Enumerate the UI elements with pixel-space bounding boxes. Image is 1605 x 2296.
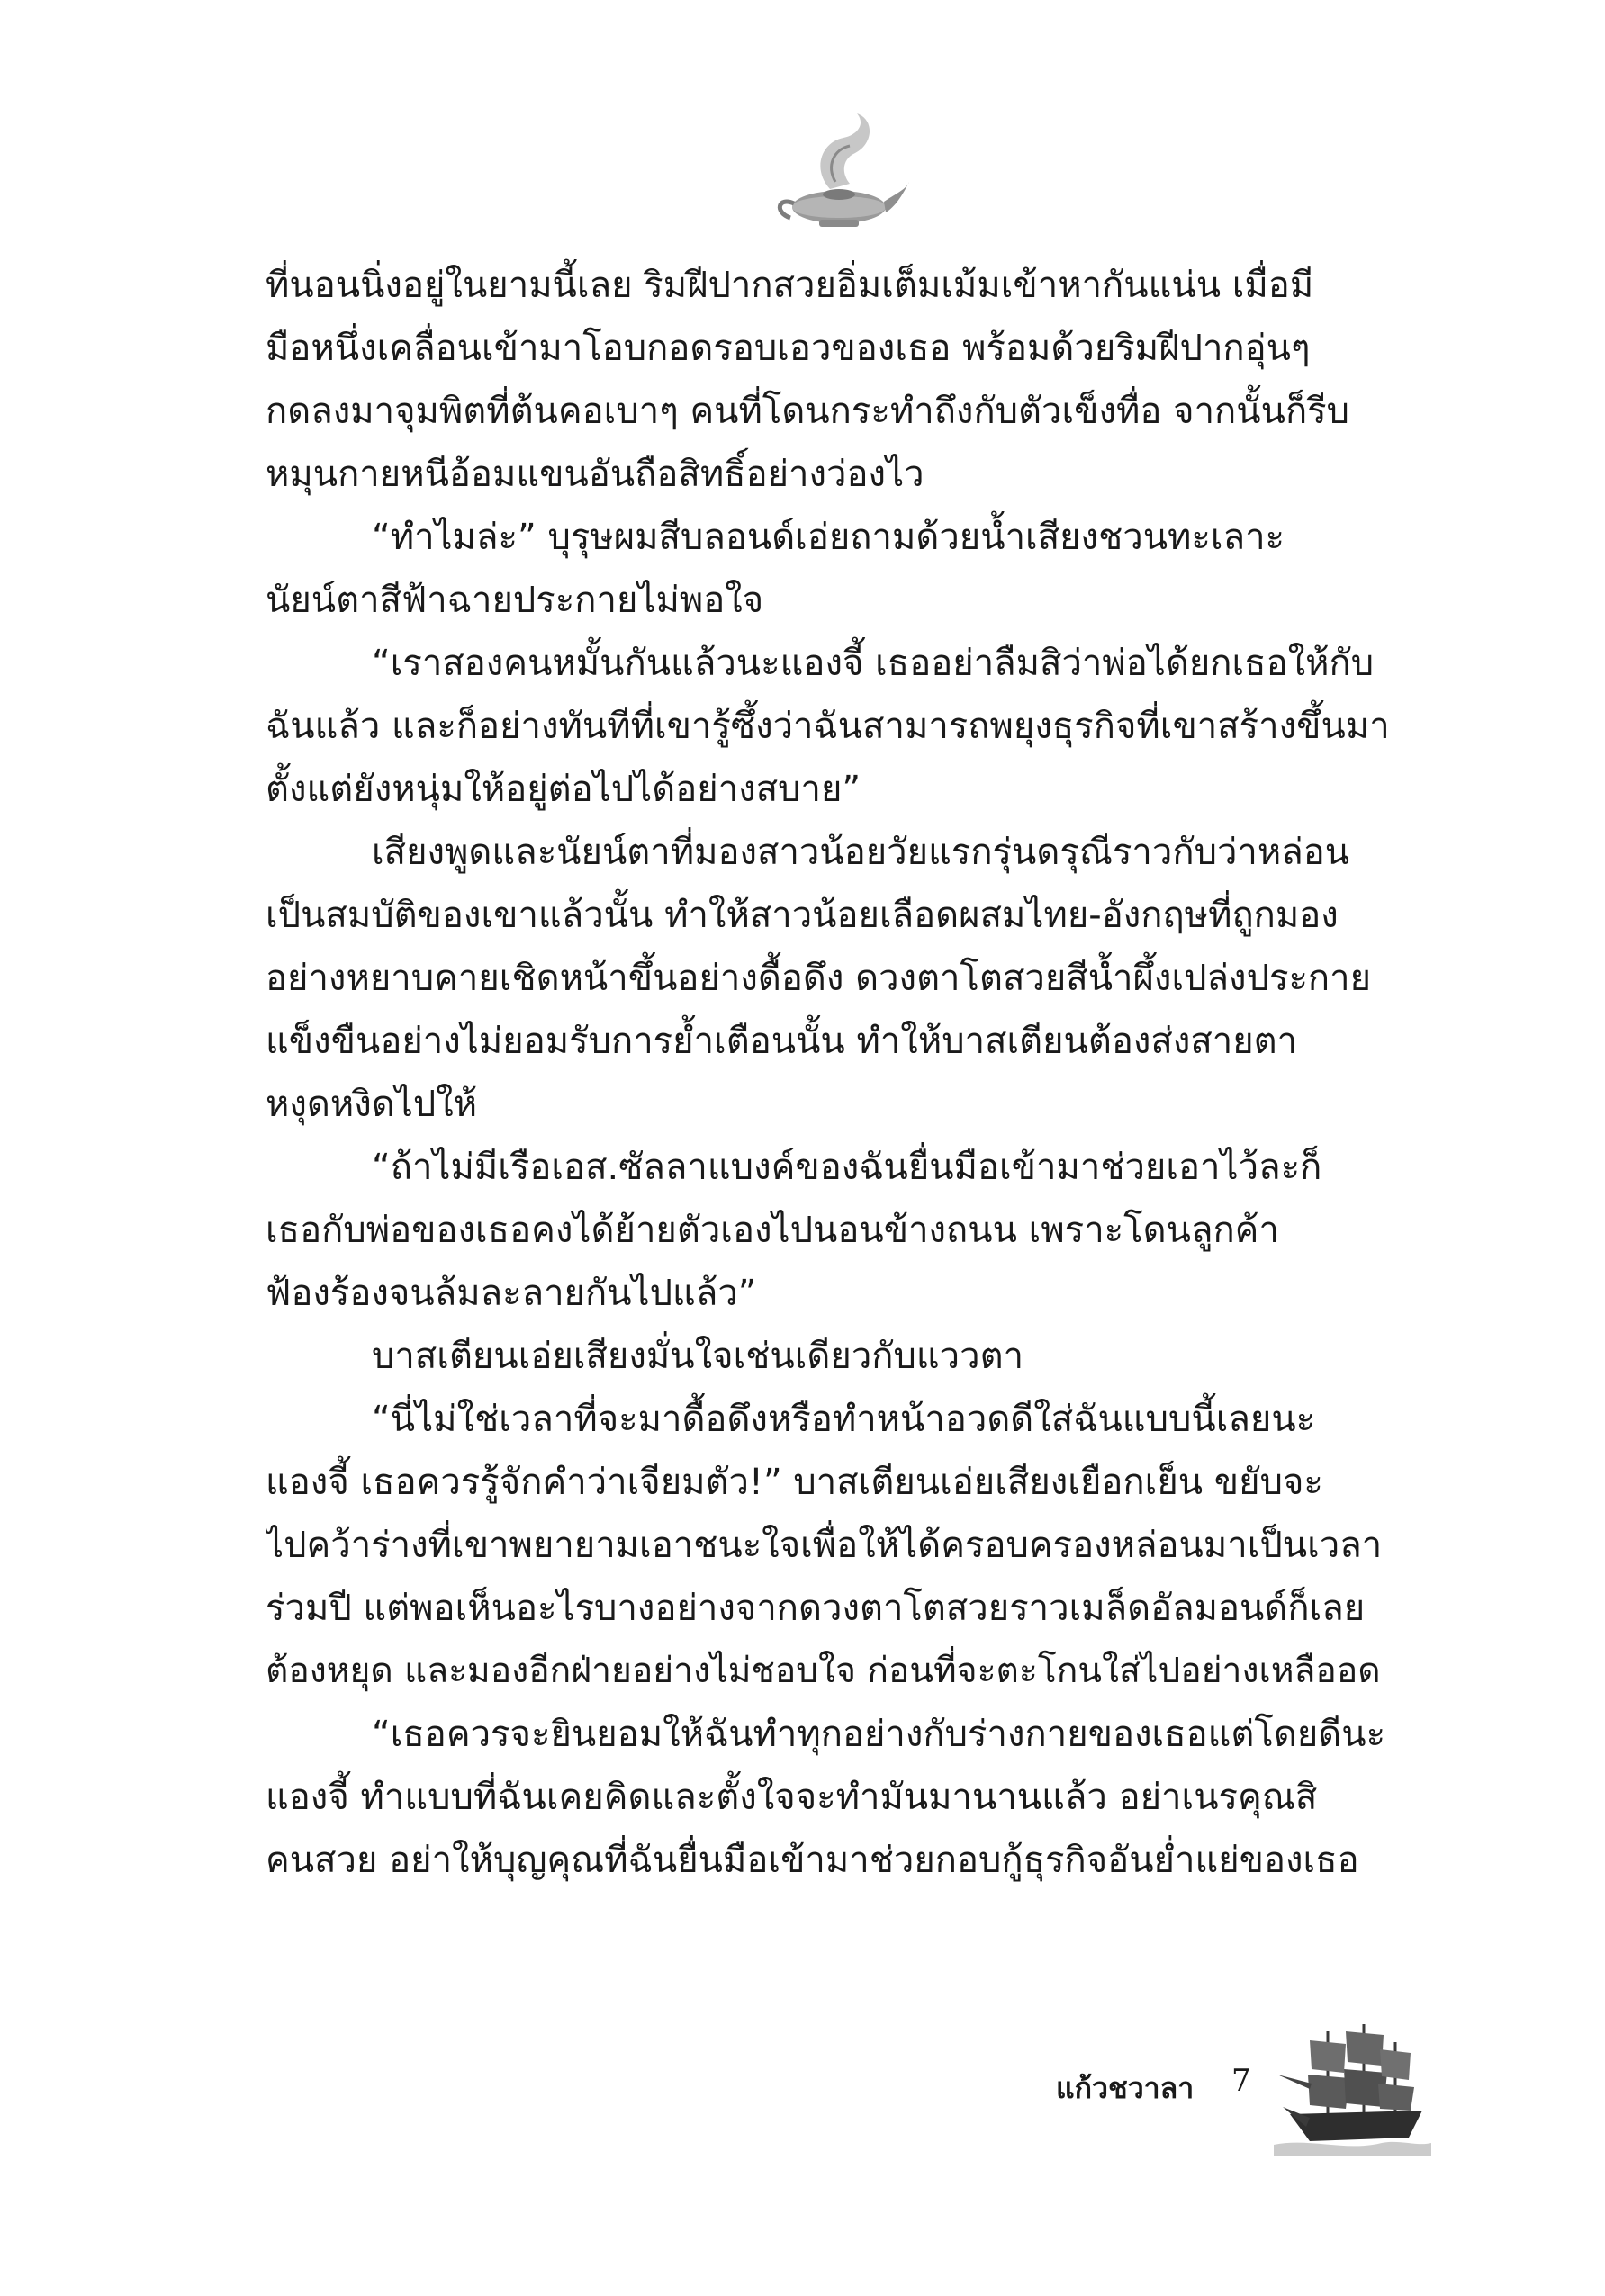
text-line: หมุนกายหนีอ้อมแขนอันถือสิทธิ์อย่างว่องไว [266, 454, 924, 495]
text-line: ฟ้องร้องจนล้มละลายกันไปแล้ว” [266, 1273, 757, 1314]
paragraph-8 [266, 1703, 1404, 1892]
text-line: ฉันแล้ว และก็อย่างทันทีที่เขารู้ซึ้งว่าฉันสามารถพยุงธุรกิจที่เขาสร้างขึ้นมา [266, 706, 1390, 747]
text-line: ร่วมปี แต่พอเห็นอะไรบางอย่างจากดวงตาโตสวยราวเมล็ดอัลมอนด์ก็เลย [266, 1588, 1366, 1629]
text-line: หงุดหงิดไปให้ [266, 1084, 478, 1125]
text-line: บาสเตียนเอ่ยเสียงมั่นใจเช่นเดียวกับแววตา [372, 1336, 1024, 1377]
text-line: แองจี้ ทำแบบที่ฉันเคยคิดและตั้งใจจะทำมันมานานแล้ว อย่าเนรคุณสิ [266, 1777, 1318, 1818]
paragraph-6 [266, 1325, 1404, 1388]
text-line: ตั้งแต่ยังหนุ่มให้อยู่ต่อไปได้อย่างสบาย” [266, 769, 861, 810]
text-line: เธอกับพ่อของเธอคงได้ย้ายตัวเองไปนอนข้างถนน เพราะโดนลูกค้า [266, 1210, 1279, 1251]
body-text [266, 254, 1404, 1892]
paragraph-3 [266, 632, 1404, 821]
text-line: “นี่ไม่ใช่เวลาที่จะมาดื้อดึงหรือทำหน้าอวดดีใส่ฉันแบบนี้เลยนะ [372, 1399, 1316, 1440]
text-line: ต้องหยุด และมองอีกฝ่ายอย่างไม่ชอบใจ ก่อนที่จะตะโกนใส่ไปอย่างเหลืออด [266, 1651, 1381, 1691]
text-line: “ถ้าไม่มีเรือเอส.ซัลลาแบงค์ของฉันยื่นมือเข้ามาช่วยเอาไว้ละก็ [372, 1147, 1322, 1188]
paragraph-4 [266, 821, 1404, 1136]
text-line: ที่นอนนิ่งอยู่ในยามนี้เลย ริมฝีปากสวยอิ่มเต็มเม้มเข้าหากันแน่น เมื่อมี [266, 265, 1314, 306]
text-line: “ทำไมล่ะ” บุรุษผมสีบลอนด์เอ่ยถามด้วยน้ำเสียงชวนทะเลาะ [372, 517, 1285, 558]
pirate-ship-icon [1274, 2021, 1431, 2156]
text-line: กดลงมาจุมพิตที่ต้นคอเบาๆ คนที่โดนกระทำถึงกับตัวเข็งทื่อ จากนั้นก็รีบ [266, 391, 1350, 432]
text-line: เสียงพูดและนัยน์ตาที่มองสาวน้อยวัยแรกรุ่นดรุณีราวกับว่าหล่อน [372, 832, 1350, 873]
text-line: เป็นสมบัติของเขาแล้วนั้น ทำให้สาวน้อยเลือดผสมไทย-อังกฤษที่ถูกมอง [266, 895, 1339, 936]
text-line: มือหนึ่งเคลื่อนเข้ามาโอบกอดรอบเอวของเธอ พร้อมด้วยริมฝีปากอุ่นๆ [266, 328, 1311, 369]
text-line: ไปคว้าร่างที่เขาพยายามเอาชนะใจเพื่อให้ได้ครอบครองหล่อนมาเป็นเวลา [266, 1525, 1383, 1566]
text-line: แข็งขืนอย่างไม่ยอมรับการย้ำเตือนนั้น ทำให้บาสเตียนต้องส่งสายตา [266, 1021, 1298, 1062]
text-line: อย่างหยาบคายเชิดหน้าขึ้นอย่างดื้อดึง ดวงตาโตสวยสีน้ำผึ้งเปล่งประกาย [266, 958, 1372, 999]
paragraph-1 [266, 254, 1404, 506]
paragraph-5 [266, 1136, 1404, 1325]
text-line: นัยน์ตาสีฟ้าฉายประกายไม่พอใจ [266, 580, 764, 621]
text-line: “เธอควรจะยินยอมให้ฉันทำทุกอย่างกับร่างกายของเธอแต่โดยดีนะ [372, 1714, 1386, 1755]
running-footer-title: แก้วชวาลา [1056, 2071, 1195, 2105]
paragraph-7 [266, 1388, 1404, 1703]
page-number: 7 [1231, 2063, 1251, 2099]
paragraph-2 [266, 506, 1404, 632]
text-line: คนสวย อย่าให้บุญคุณที่ฉันยื่นมือเข้ามาช่วยกอบกู้ธุรกิจอันย่ำแย่ของเธอ [266, 1840, 1359, 1881]
text-line: “เราสองคนหมั้นกันแล้วนะแองจี้ เธออย่าลืมสิว่าพ่อได้ยกเธอให้กับ [372, 643, 1375, 684]
text-line: แองจี้ เธอควรรู้จักคำว่าเจียมตัว!” บาสเตียนเอ่ยเสียงเยือกเย็น ขยับจะ [266, 1462, 1323, 1503]
genie-lamp-icon [767, 106, 911, 241]
